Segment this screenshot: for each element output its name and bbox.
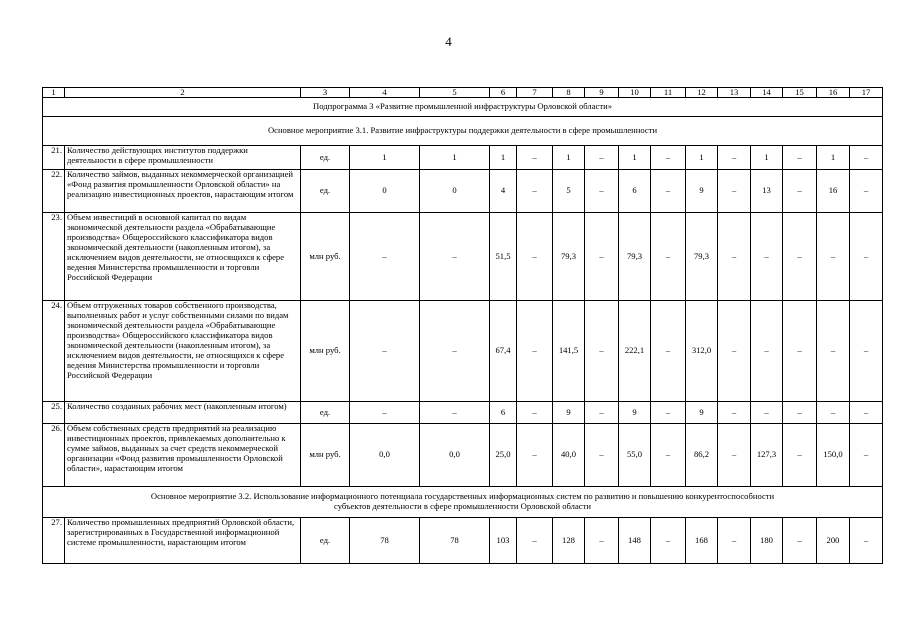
value-cell: 13: [751, 170, 783, 213]
value-cell: 200: [817, 518, 850, 564]
column-number: 3: [301, 88, 350, 98]
value-cell: 78: [350, 518, 420, 564]
column-number: 5: [420, 88, 490, 98]
unit-cell: млн руб.: [301, 301, 350, 402]
value-cell: 79,3: [553, 213, 585, 301]
unit-cell: ед.: [301, 518, 350, 564]
value-cell: 1: [686, 146, 718, 170]
value-cell: –: [585, 301, 619, 402]
row-number: 25.: [43, 402, 65, 424]
value-cell: 128: [553, 518, 585, 564]
value-cell: –: [783, 146, 817, 170]
value-cell: 4: [490, 170, 517, 213]
indicator-name: Объем собственных средств предприятий на реализацию инвестиционных проектов, привлекаемых дополнительно к сумме займов, выданных за счет средств некоммерческой организации «Фонд развития промышленности Орловской области», нарастающим итогом: [65, 424, 301, 487]
value-cell: –: [718, 301, 751, 402]
value-cell: –: [783, 213, 817, 301]
column-number: 10: [619, 88, 651, 98]
value-cell: –: [517, 213, 553, 301]
main-event-title: Основное мероприятие 3.1. Развитие инфраструктуры поддержки деятельности в сфере промышленности: [43, 117, 883, 146]
value-cell: 86,2: [686, 424, 718, 487]
value-cell: –: [517, 146, 553, 170]
value-cell: –: [585, 518, 619, 564]
table-row: [43, 518, 883, 564]
value-cell: –: [751, 213, 783, 301]
main-event-row: [43, 117, 883, 146]
table-row: [43, 170, 883, 213]
column-number: 7: [517, 88, 553, 98]
value-cell: –: [817, 301, 850, 402]
value-cell: 150,0: [817, 424, 850, 487]
value-cell: –: [850, 301, 883, 402]
unit-cell: млн руб.: [301, 213, 350, 301]
indicator-group-2: [43, 518, 883, 564]
value-cell: –: [420, 402, 490, 424]
table-row: [43, 301, 883, 402]
value-cell: –: [817, 402, 850, 424]
value-cell: –: [783, 424, 817, 487]
value-cell: 6: [490, 402, 517, 424]
main-event-title-line: Основное мероприятие 3.2. Использование информационного потенциала государственных информационных систем по развитию и повышению конкурентоспособности: [150, 491, 775, 502]
indicator-name: Количество действующих институтов поддержки деятельности в сфере промышленности: [65, 146, 301, 170]
value-cell: –: [783, 301, 817, 402]
indicators-table: [42, 87, 883, 564]
value-cell: –: [718, 402, 751, 424]
indicator-name: Объем отгруженных товаров собственного производства, выполненных работ и услуг собственными силами по видам экономической деятельности раздела «Обрабатывающие производства» Общероссийского классификатора видов экономической деятельности (накопленным итогом), за исключением видов деятельности, не относящихся к сфере ведения Министерства промышленности и торговли Российской Федерации: [65, 301, 301, 402]
value-cell: 1: [751, 146, 783, 170]
value-cell: 5: [553, 170, 585, 213]
row-number: 26.: [43, 424, 65, 487]
column-number: 4: [350, 88, 420, 98]
value-cell: –: [420, 301, 490, 402]
value-cell: –: [517, 424, 553, 487]
value-cell: –: [585, 170, 619, 213]
value-cell: –: [718, 424, 751, 487]
unit-cell: ед.: [301, 146, 350, 170]
value-cell: –: [817, 213, 850, 301]
value-cell: –: [585, 146, 619, 170]
column-number-row: [43, 88, 883, 98]
table-row: [43, 146, 883, 170]
column-number: 13: [718, 88, 751, 98]
indicator-name: Количество созданных рабочих мест (накопленным итогом): [65, 402, 301, 424]
value-cell: –: [585, 402, 619, 424]
value-cell: –: [718, 518, 751, 564]
value-cell: –: [850, 213, 883, 301]
value-cell: 79,3: [686, 213, 718, 301]
value-cell: –: [651, 518, 686, 564]
value-cell: –: [718, 213, 751, 301]
value-cell: –: [850, 518, 883, 564]
main-event-title: [43, 487, 883, 518]
value-cell: 0: [420, 170, 490, 213]
column-number: 9: [585, 88, 619, 98]
value-cell: –: [420, 213, 490, 301]
value-cell: 25,0: [490, 424, 517, 487]
row-number: 27.: [43, 518, 65, 564]
column-number: 11: [651, 88, 686, 98]
value-cell: –: [651, 424, 686, 487]
indicator-name: Количество займов, выданных некоммерческой организацией «Фонд развития промышленности Орловской области» на реализацию инвестиционных проектов, нарастающим итогом: [65, 170, 301, 213]
column-number: 16: [817, 88, 850, 98]
column-number: 12: [686, 88, 718, 98]
value-cell: 1: [490, 146, 517, 170]
value-cell: –: [850, 146, 883, 170]
indicator-name: Объем инвестиций в основной капитал по видам экономической деятельности раздела «Обрабатывающие производства» Общероссийского классификатора видов экономической деятельности (накопленным итогом), за исключением видов деятельности, не относящихся к сфере ведения Министерства промышленности и торговли Российской Федерации: [65, 213, 301, 301]
column-number: 17: [850, 88, 883, 98]
value-cell: –: [350, 301, 420, 402]
subprogram-title: Подпрограмма 3 «Развитие промышленной инфраструктуры Орловской области»: [43, 98, 883, 117]
value-cell: 0,0: [350, 424, 420, 487]
value-cell: –: [783, 402, 817, 424]
table-row: [43, 213, 883, 301]
row-number: 24.: [43, 301, 65, 402]
unit-cell: ед.: [301, 402, 350, 424]
value-cell: 180: [751, 518, 783, 564]
subprogram-row: [43, 98, 883, 117]
value-cell: 51,5: [490, 213, 517, 301]
value-cell: 1: [619, 146, 651, 170]
indicator-name: Количество промышленных предприятий Орловской области, зарегистрированных в Государственной информационной системе промышленности, нарастающим итогом: [65, 518, 301, 564]
value-cell: –: [517, 170, 553, 213]
value-cell: 55,0: [619, 424, 651, 487]
value-cell: –: [783, 170, 817, 213]
value-cell: 0: [350, 170, 420, 213]
value-cell: 1: [350, 146, 420, 170]
value-cell: 1: [420, 146, 490, 170]
value-cell: 1: [553, 146, 585, 170]
value-cell: 9: [553, 402, 585, 424]
value-cell: –: [850, 424, 883, 487]
value-cell: 16: [817, 170, 850, 213]
value-cell: 9: [619, 402, 651, 424]
value-cell: 127,3: [751, 424, 783, 487]
column-number: 1: [43, 88, 65, 98]
column-number: 8: [553, 88, 585, 98]
value-cell: –: [651, 213, 686, 301]
unit-cell: ед.: [301, 170, 350, 213]
value-cell: –: [751, 402, 783, 424]
value-cell: –: [585, 424, 619, 487]
value-cell: 1: [817, 146, 850, 170]
row-number: 23.: [43, 213, 65, 301]
main-event-row: [43, 487, 883, 518]
value-cell: –: [783, 518, 817, 564]
value-cell: –: [350, 402, 420, 424]
value-cell: –: [517, 518, 553, 564]
value-cell: –: [751, 301, 783, 402]
row-number: 22.: [43, 170, 65, 213]
row-number: 21.: [43, 146, 65, 170]
value-cell: –: [651, 402, 686, 424]
value-cell: –: [350, 213, 420, 301]
value-cell: 9: [686, 170, 718, 213]
value-cell: 0,0: [420, 424, 490, 487]
main-event-title-line: субъектов деятельности в сфере промышленности Орловской области: [334, 501, 591, 511]
value-cell: –: [651, 301, 686, 402]
value-cell: –: [651, 170, 686, 213]
column-number: 14: [751, 88, 783, 98]
page-number: 4: [445, 34, 452, 49]
indicator-group-1: [43, 146, 883, 487]
value-cell: 67,4: [490, 301, 517, 402]
column-number: 2: [65, 88, 301, 98]
value-cell: –: [850, 402, 883, 424]
value-cell: 9: [686, 402, 718, 424]
value-cell: 79,3: [619, 213, 651, 301]
value-cell: 40,0: [553, 424, 585, 487]
value-cell: 148: [619, 518, 651, 564]
value-cell: 222,1: [619, 301, 651, 402]
table-row: [43, 424, 883, 487]
value-cell: –: [517, 301, 553, 402]
table-row: [43, 402, 883, 424]
value-cell: –: [651, 146, 686, 170]
value-cell: 78: [420, 518, 490, 564]
column-number: 15: [783, 88, 817, 98]
value-cell: 141,5: [553, 301, 585, 402]
column-number: 6: [490, 88, 517, 98]
value-cell: –: [850, 170, 883, 213]
value-cell: 103: [490, 518, 517, 564]
value-cell: 168: [686, 518, 718, 564]
unit-cell: млн руб.: [301, 424, 350, 487]
value-cell: –: [585, 213, 619, 301]
value-cell: –: [718, 146, 751, 170]
value-cell: –: [718, 170, 751, 213]
value-cell: 312,0: [686, 301, 718, 402]
value-cell: 6: [619, 170, 651, 213]
value-cell: –: [517, 402, 553, 424]
